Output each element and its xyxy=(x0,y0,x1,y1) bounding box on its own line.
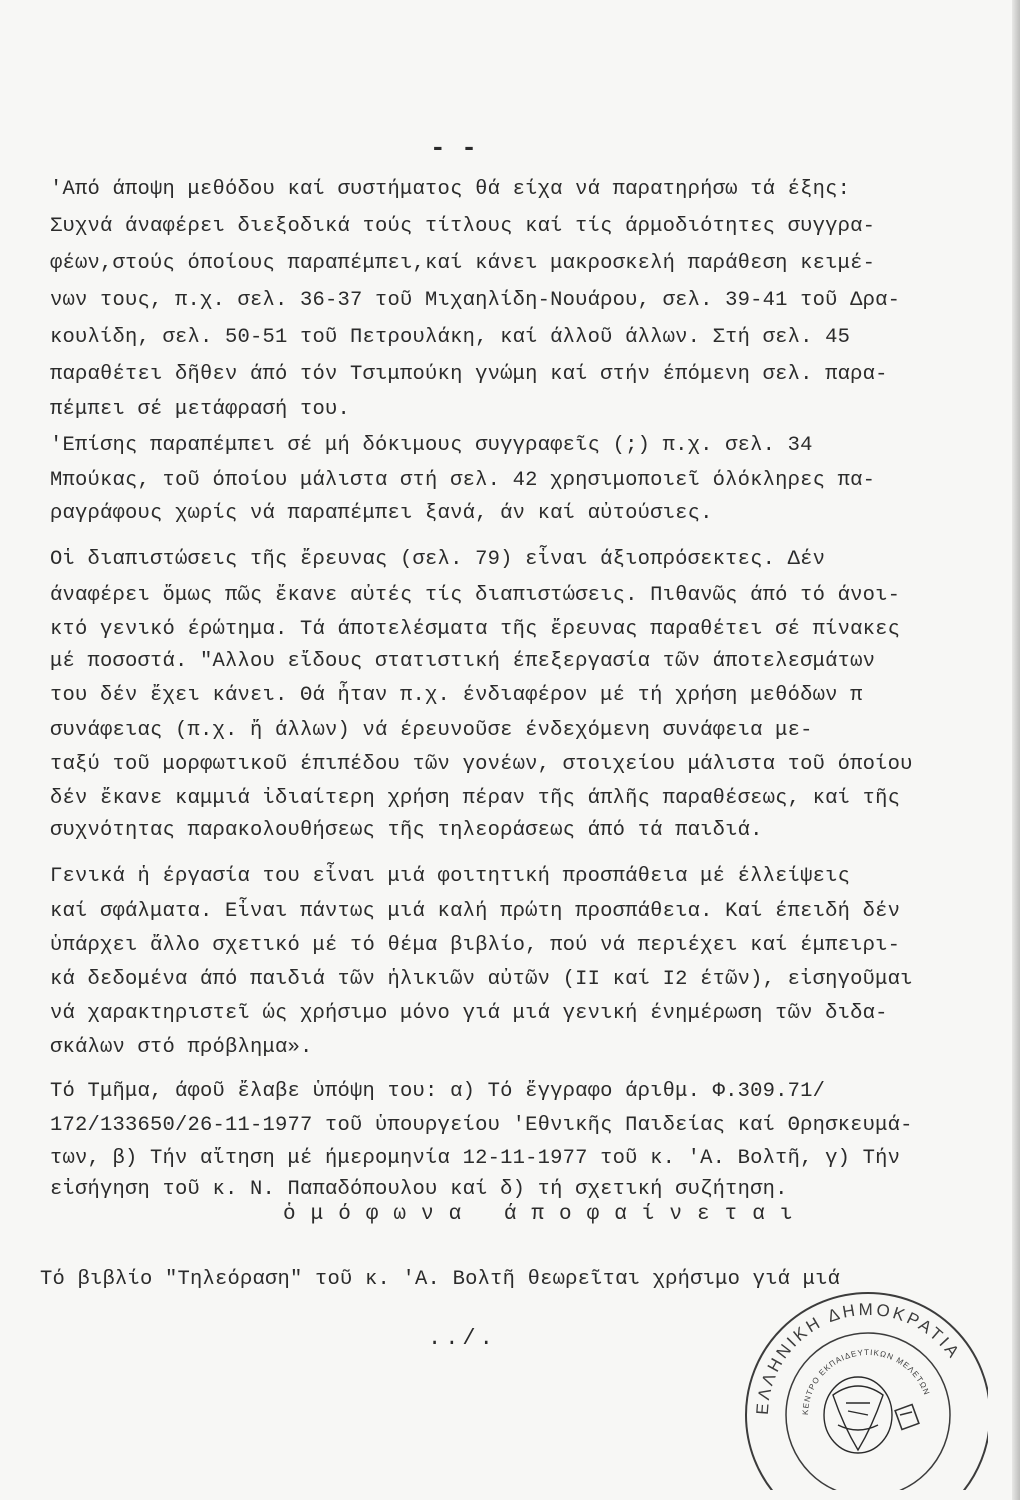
text-line: 'Επίσης παραπέμπει σέ μή δόκιμους συγγραφεῖς (;) π.χ. σελ. 34 xyxy=(50,434,813,457)
text-line: του δέν ἔχει κάνει. Θά ἦταν π.χ. ένδιαφέρον μέ τή χρήση μεθόδων π xyxy=(50,684,863,707)
official-stamp xyxy=(738,1285,988,1490)
text-line: μέ ποσοστά. "Αλλου εἴδους στατιστική έπεξεργασία τῶν άποτελεσμάτων xyxy=(50,650,876,673)
final-line: Τό βιβλίο "Τηλεόραση" τοῦ κ. 'Α. Βολτῆ θεωρεῖται χρήσιμο γιά μιά xyxy=(40,1268,841,1291)
text-line: Τό Τμῆμα, άφοῦ ἔλαβε ὑπόψη του: α) Τό ἔγγραφο άριθμ. Φ.309.71/ xyxy=(50,1080,826,1103)
stamp-seal-icon xyxy=(738,1285,988,1490)
text-line: συνάφειας (π.χ. ἤ άλλων) νά έρευνοῦσε ένδεχόμενη συνάφεια με- xyxy=(50,719,813,742)
text-line: Συχνά άναφέρει διεξοδικά τούς τίτλους καί τίς άρμοδιότητες συγγρα- xyxy=(50,215,876,238)
text-line: κά δεδομένα άπό παιδιά τῶν ἡλικιῶν αὐτῶν (ΙΙ καί Ι2 έτῶν), εἰσηγοῦμαι xyxy=(50,968,913,991)
page-edge-shadow xyxy=(1012,0,1020,1500)
text-line: Οἱ διαπιστώσεις τῆς ἔρευνας (σελ. 79) εἶναι άξιοπρόσεκτες. Δέν xyxy=(50,548,826,571)
page-continuation: ../. xyxy=(428,1326,497,1351)
stamp-emblem-icon xyxy=(824,1377,892,1453)
text-line: πέμπει σέ μετάφρασή του. xyxy=(50,398,351,421)
text-line: ραγράφους χωρίς νά παραπέμπει ξανά, άν καί αὐτούσιες. xyxy=(50,502,713,525)
text-line: σκάλων στό πρόβλημα». xyxy=(50,1036,313,1059)
text-line: ὑπάρχει ἄλλο σχετικό μέ τό θέμα βιβλίο, πού νά περιέχει καί έμπειρι- xyxy=(50,934,901,957)
text-line: νά χαρακτηριστεῖ ώς χρήσιμο μόνο γιά μιά γενική ένημέρωση τῶν διδα- xyxy=(50,1002,888,1025)
header-mark: - - xyxy=(430,133,477,163)
decision-heading: ὁμόφωνα άποφαίνεται xyxy=(283,1203,808,1226)
text-line: συχνότητας παρακολουθήσεως τῆς τηλεοράσεως άπό τά παιδιά. xyxy=(50,819,763,842)
stamp-outer-text: ΕΛΛΗΝΙΚΗ ΔΗΜΟΚΡΑΤΙΑ xyxy=(752,1299,965,1416)
text-line: Μπούκας, τοῦ όποίου μάλιστα στή σελ. 42 χρησιμοποιεῖ όλόκληρες πα- xyxy=(50,469,876,492)
text-line: νων τους, π.χ. σελ. 36-37 τοῦ Μιχαηλίδη-Νουάρου, σελ. 39-41 τοῦ Δρα- xyxy=(50,289,901,312)
text-line: Γενικά ἡ έργασία του εἶναι μιά φοιτητική προσπάθεια μέ έλλείψεις xyxy=(50,865,851,888)
text-line: άναφέρει ὅμως πῶς ἔκανε αὐτές τίς διαπιστώσεις. Πιθανῶς άπό τό άνοι- xyxy=(50,584,901,607)
text-line: ταξύ τοῦ μορφωτικοῦ έπιπέδου τῶν γονέων, στοιχείου μάλιστα τοῦ όποίου xyxy=(50,753,913,776)
text-line: φέων,στούς όποίους παραπέμπει,καί κάνει μακροσκελή παράθεση κειμέ- xyxy=(50,252,876,275)
text-line: παραθέτει δῆθεν άπό τόν Τσιμπούκη γνώμη καί στήν έπόμενη σελ. παρα- xyxy=(50,363,888,386)
text-line: εἰσήγηση τοῦ κ. Ν. Παπαδόπουλου καί δ) τή σχετική συζήτηση. xyxy=(50,1178,788,1201)
text-line: κουλίδη, σελ. 50-51 τοῦ Πετρουλάκη, καί άλλοῦ άλλων. Στή σελ. 45 xyxy=(50,326,851,349)
text-line: κτό γενικό έρώτημα. Τά άποτελέσματα τῆς ἔρευνας παραθέτει σέ πίνακες xyxy=(50,618,901,641)
text-line: 'Από άποψη μεθόδου καί συστήματος θά είχα νά παρατηρήσω τά έξης: xyxy=(50,178,851,201)
text-line: των, β) Τήν αἴτηση μέ ήμερομηνία 12-11-1977 τοῦ κ. 'Α. Βολτῆ, γ) Τήν xyxy=(50,1147,901,1170)
text-line: καί σφάλματα. Εἶναι πάντως μιά καλή πρώτη προσπάθεια. Καί έπειδή δέν xyxy=(50,900,901,923)
text-line: δέν ἔκανε καμμιά ἰδιαίτερη χρήση πέραν τῆς άπλῆς παραθέσεως, καί τῆς xyxy=(50,787,901,810)
text-line: 172/133650/26-11-1977 τοῦ ὑπουργείου 'Εθνικῆς Παιδείας καί Θρησκευμά- xyxy=(50,1114,913,1137)
stamp-inner-text: ΚΕΝΤΡΟ ΕΚΠΑΙΔΕΥΤΙΚΩΝ ΜΕΛΕΤΩΝ xyxy=(800,1347,932,1416)
